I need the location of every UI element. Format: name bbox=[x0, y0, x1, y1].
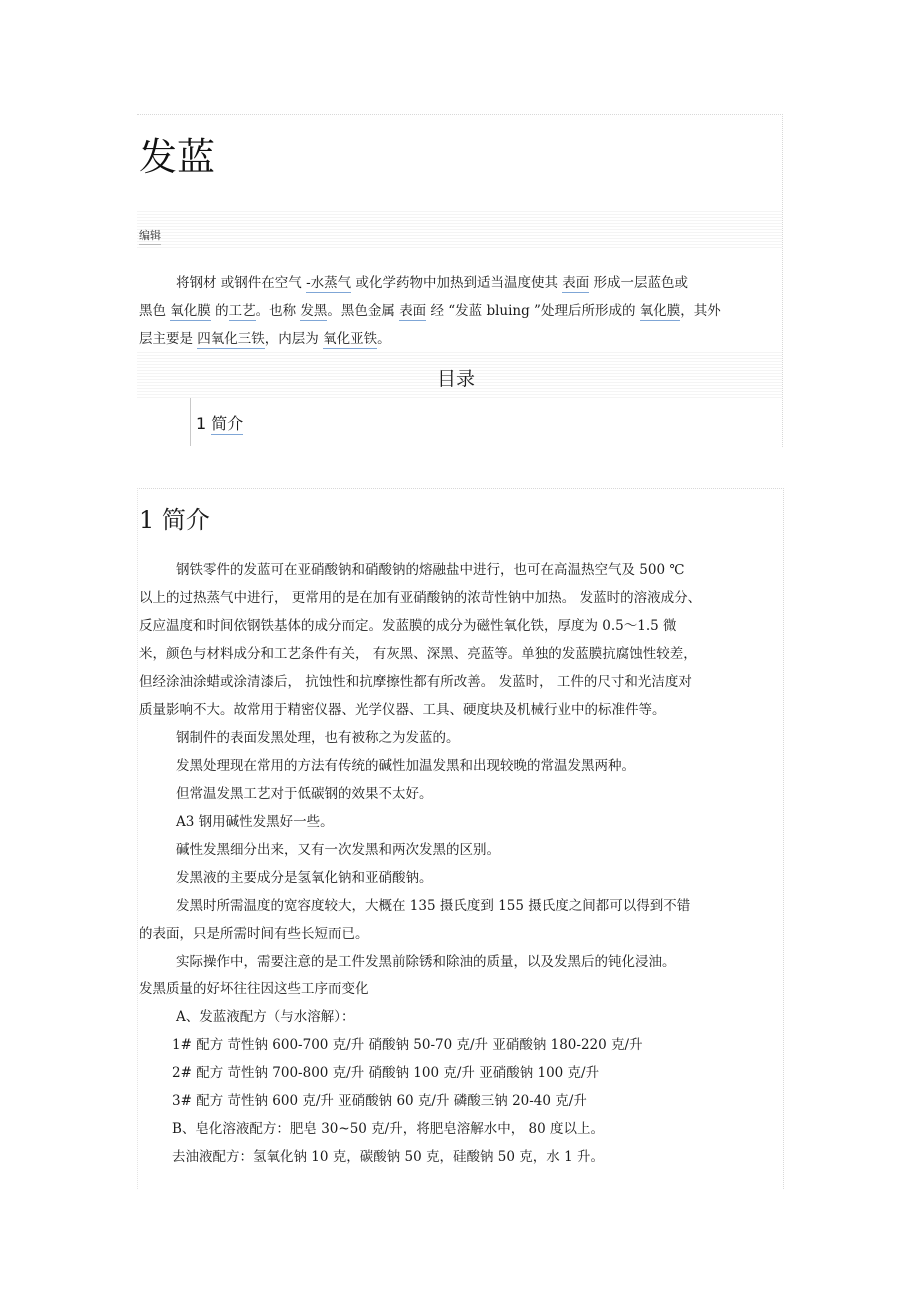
body-line: 但常温发黑工艺对于低碳钢的效果不太好。 bbox=[176, 786, 433, 802]
link-feo[interactable]: 氧化亚铁 bbox=[323, 331, 378, 347]
body-line: 但经涂油涂蜡或涂清漆后， 抗蚀性和抗摩擦性都有所改善。 发蓝时， 工件的尺寸和光洁度对 bbox=[139, 674, 692, 690]
link-process[interactable]: 工艺 bbox=[228, 303, 256, 319]
body-line: 碱性发黑细分出来，又有一次发黑和两次发黑的区别。 bbox=[176, 842, 500, 858]
formula-line: 去油液配方：氢氧化钠 10 克，碳酸钠 50 克，硅酸钠 50 克，水 1 升。 bbox=[172, 1149, 604, 1165]
body-line: 发黑时所需温度的宽容度较大，大概在 135 摄氏度到 155 摄氏度之间都可以得到不错 bbox=[176, 898, 691, 914]
body-line: 质量影响不大。故常用于精密仪器、光学仪器、工具、硬度块及机械行业中的标准件等。 bbox=[139, 702, 666, 718]
body-line: 钢制件的表面发黑处理，也有被称之为发蓝的。 bbox=[176, 730, 460, 746]
link-fe3o4[interactable]: 四氧化三铁 bbox=[197, 331, 265, 347]
intro-line-2: 黑色 氧化膜 的工艺。也称 发黑。黑色金属 表面 经 “发蓝 bluing ”处理后所形成的 氧化膜，其外 bbox=[139, 303, 721, 319]
body-line: 的表面，只是所需时间有些长短而已。 bbox=[139, 926, 369, 942]
body-line: 反应温度和时间依钢铁基体的成分而定。发蓝膜的成分为磁性氧化铁，厚度为 0.5～1.5 微 bbox=[139, 618, 677, 634]
body-line: 钢铁零件的发蓝可在亚硝酸钠和硝酸钠的熔融盐中进行，也可在高温热空气及 500 ℃ bbox=[176, 562, 685, 578]
link-surface-2[interactable]: 表面 bbox=[399, 303, 427, 319]
section-title: 1 简介 bbox=[139, 506, 210, 534]
link-blackening[interactable]: 发黑 bbox=[300, 303, 328, 319]
page-title: 发蓝 bbox=[139, 135, 216, 179]
link-water-vapor[interactable]: -水蒸气 bbox=[306, 275, 352, 291]
link-oxide-film-2[interactable]: 氧化膜 bbox=[639, 303, 681, 319]
header-band bbox=[137, 210, 782, 248]
formula-line: 1# 配方 苛性钠 600-700 克/升 硝酸钠 50-70 克/升 亚硝酸钠 180-220 克/升 bbox=[172, 1037, 643, 1053]
formula-line: 3# 配方 苛性钠 600 克/升 亚硝酸钠 60 克/升 磷酸三钠 20-40 克/升 bbox=[172, 1093, 587, 1109]
intro-line-3: 层主要是 四氧化三铁，内层为 氧化亚铁。 bbox=[139, 331, 391, 347]
formula-line: B、皂化溶液配方：肥皂 30~50 克/升，将肥皂溶解水中， 80 度以上。 bbox=[172, 1121, 604, 1137]
body-line: A3 钢用碱性发黑好一些。 bbox=[176, 814, 334, 830]
formula-line: 2# 配方 苛性钠 700-800 克/升 硝酸钠 100 克/升 亚硝酸钠 100 克/升 bbox=[172, 1065, 600, 1081]
body-line: 发黑质量的好坏往往因这些工序而变化 bbox=[139, 981, 369, 997]
body-line: 发黑液的主要成分是氢氧化钠和亚硝酸钠。 bbox=[176, 870, 433, 886]
toc-item-label[interactable]: 简介 bbox=[211, 414, 244, 433]
edit-link[interactable]: 编辑 bbox=[139, 229, 161, 245]
body-line: A、发蓝液配方（与水溶解）： bbox=[176, 1009, 355, 1025]
body-line: 以上的过热蒸气中进行， 更常用的是在加有亚硝酸钠的浓苛性钠中加热。 发蓝时的溶液成分、 bbox=[139, 590, 702, 606]
body-line: 米，颜色与材料成分和工艺条件有关， 有灰黑、深黑、亮蓝等。单独的发蓝膜抗腐蚀性较差， bbox=[139, 646, 697, 662]
toc-divider bbox=[190, 398, 191, 446]
body-line: 实际操作中，需要注意的是工件发黑前除锈和除油的质量，以及发黑后的钝化浸油。 bbox=[176, 954, 676, 970]
intro-line-1: 将钢材 或钢件在空气 -水蒸气 或化学药物中加热到适当温度使其 表面 形成一层蓝色或 bbox=[176, 275, 689, 291]
link-oxide-film[interactable]: 氧化膜 bbox=[170, 303, 211, 319]
toc-item-intro[interactable]: 1 简介 bbox=[196, 414, 244, 433]
link-surface[interactable]: 表面 bbox=[562, 275, 590, 291]
body-line: 发黑处理现在常用的方法有传统的碱性加温发黑和出现较晚的常温发黑两种。 bbox=[176, 758, 635, 774]
toc-heading: 目录 bbox=[437, 368, 476, 390]
